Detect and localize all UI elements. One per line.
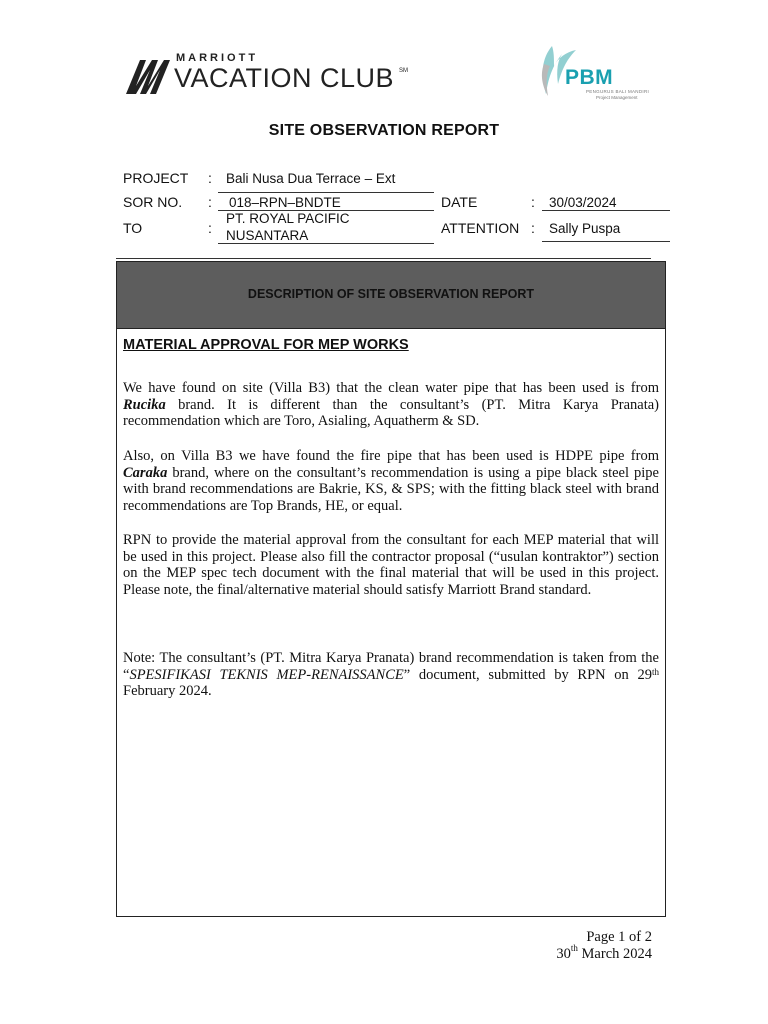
project-label: PROJECT — [123, 170, 189, 186]
project-underline — [218, 192, 434, 193]
sor-label: SOR NO. — [123, 194, 183, 210]
to-underline — [218, 243, 434, 244]
pbm-wordmark: PBM — [565, 66, 614, 89]
marriott-m-icon — [124, 56, 174, 96]
to-value-line2: NUSANTARA — [226, 228, 309, 243]
date-value: 30/03/2024 — [549, 195, 617, 210]
description-header — [117, 262, 665, 329]
service-mark: SM — [399, 68, 408, 74]
description-box — [116, 261, 666, 917]
brand-caraka: Caraka — [123, 464, 168, 481]
project-colon: : — [208, 170, 212, 186]
attention-colon: : — [531, 220, 535, 236]
description-header-text: DESCRIPTION OF SITE OBSERVATION REPORT — [247, 287, 535, 301]
report-title: SITE OBSERVATION REPORT — [268, 122, 500, 139]
paragraph-fire-pipe: Also, on Villa B3 we have found the fire pipe that has been used is HDPE pipe from Caraka brand, where on the consultant’s recommendation is using a pipe black steel pipe with brand recommendations are Bakrie, KS, & SPS; with the fitting black steel with brand recommendations are Top Brands, HE, or equal. — [123, 448, 659, 514]
paragraph-clean-water: We have found on site (Villa B3) that the clean water pipe that has been used is from Rucika brand. It is different than the consultant’s (PT. Mitra Karya Pranata) recommendation which are Toro, Asialing, Aquatherm & SD. — [123, 380, 659, 430]
brand-rucika: Rucika — [123, 396, 166, 413]
date-underline — [542, 210, 670, 211]
paragraph-note: Note: The consultant’s (PT. Mitra Karya Pranata) brand recommendation is taken from the “SPESIFIKASI TEKNIS MEP-RENAISSANCE” document, submitted by RPN on 29th February 2024. — [123, 650, 659, 700]
to-label: TO — [123, 220, 143, 236]
pbm-subtitle: PENGURUS BALI MANDIRI — [586, 89, 650, 94]
attention-label: ATTENTION — [441, 220, 520, 236]
document-name: SPESIFIKASI TEKNIS MEP-RENAISSANCE — [129, 666, 404, 683]
marriott-wordmark: MARRIOTT — [176, 52, 259, 64]
to-colon: : — [208, 220, 212, 236]
page-number: Page 1 of 2 — [586, 929, 652, 945]
attention-underline — [542, 241, 670, 242]
section-title: MATERIAL APPROVAL FOR MEP WORKS — [123, 337, 409, 353]
vacation-club-wordmark: VACATION CLUB — [174, 63, 395, 93]
pbm-logo — [538, 44, 658, 104]
to-value-line1: PT. ROYAL PACIFIC — [226, 211, 350, 226]
project-value: Bali Nusa Dua Terrace – Ext — [226, 171, 396, 186]
sor-value: 018–RPN–BNDTE — [229, 195, 341, 210]
date-label: DATE — [441, 194, 478, 210]
marriott-vacation-club-logo — [124, 50, 414, 98]
paragraph-material-approval: RPN to provide the material approval from the consultant for each MEP material that will be used in this project. Please also fill the contractor proposal (“usulan kontraktor”) section on the MEP spec tech document with the final material that will be used in this project. Please note, the final/alternative material should satisfy Marriott Brand standard. — [123, 532, 659, 598]
date-colon: : — [531, 194, 535, 210]
separator-line — [116, 258, 651, 259]
attention-value: Sally Puspa — [549, 221, 621, 236]
pbm-subtitle-2: Project Management — [596, 95, 638, 100]
footer-date: 30th March 2024 — [556, 943, 652, 962]
sor-colon: : — [208, 194, 212, 210]
